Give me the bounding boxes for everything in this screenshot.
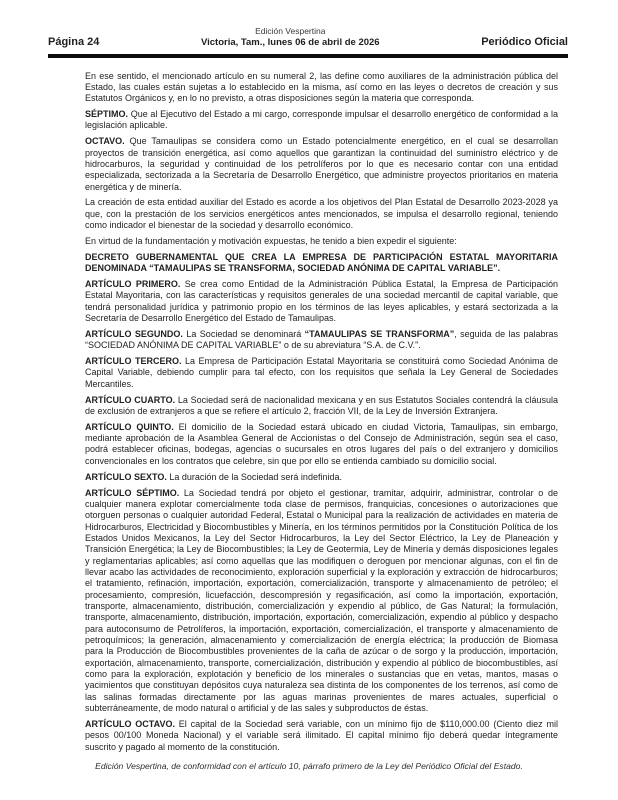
page-footer [0, 761, 618, 771]
masthead: Periódico Oficial [481, 35, 568, 48]
paragraph-text: La Sociedad será de nacionalidad mexicana y en sus Estatutos Sociales contendrá la cláusula de exclusión de extranjeros a que se refiere el artículo 2, fracción VII, de la Ley de Inversión Extranjera. [85, 394, 558, 416]
paragraph-text: La duración de la Sociedad será indefinida. [166, 471, 342, 482]
paragraph-lead: ARTÍCULO OCTAVO. [85, 718, 175, 729]
paragraph [85, 252, 558, 275]
paragraph [85, 109, 558, 132]
paragraph-lead: OCTAVO. [85, 136, 125, 147]
paragraph [85, 236, 558, 247]
date-line: Victoria, Tam., lunes 06 de abril de 2026 [200, 36, 380, 48]
paragraph-text: El domicilio de la Sociedad estará ubicado en ciudad Victoria, Tamaulipas, sin embargo, mediante aprobación de la Asamblea General de Accionistas o del Consejo de Administración, según sea el caso, podrá establecer oficinas, bodegas, agencias o sucursales en otros lugares del país o del extranjero y domicilios convencionales en los contratos que celebre, sin que por ello se entienda cambiado su domicilio social. [85, 421, 558, 466]
paragraph-lead: ARTÍCULO QUINTO. [85, 421, 174, 432]
paragraph-lead: SÉPTIMO. [85, 109, 129, 120]
paragraph-text: Que al Ejecutivo del Estado a mi cargo, corresponde impulsar el desarrollo energético de conformidad a la legislación aplicable. [85, 109, 558, 131]
page-number: Página 24 [48, 35, 100, 48]
paragraph [85, 719, 558, 753]
paragraph-text: La Empresa de Participación Estatal Mayoritaria se constituirá como Sociedad Anónima de Capital Variable, debiendo cumplir para tal efecto, con los requisitos que señala la Ley General de Sociedades Mercantiles. [85, 356, 558, 389]
paragraph-lead: ARTÍCULO SEXTO. [85, 471, 167, 482]
paragraph [85, 422, 558, 467]
paragraph-text: El capital de la Sociedad será variable, con un mínimo fijo de $110,000.00 (Ciento diez mil pesos 00/100 Moneda Nacional) y el variable será ilimitado. El capital mínimo fijo deberá quedar íntegramente suscrito y pagado al momento de la constitución. [85, 718, 558, 752]
footer-note: Edición Vespertina, de conformidad con el artículo 10, párrafo primero de la Ley del Periódico Oficial del Estado. [95, 761, 523, 771]
paragraph-lead: ARTÍCULO TERCERO. [85, 356, 182, 367]
paragraph-lead: ARTÍCULO PRIMERO. [85, 279, 181, 289]
paragraph [85, 329, 558, 352]
paragraph-text: En virtud de la fundamentación y motivación expuestas, he tenido a bien expedir el siguiente: [85, 235, 457, 246]
header-center-block [99, 26, 481, 49]
paragraph [85, 197, 558, 231]
paragraph-text: Se crea como Entidad de la Administración Pública Estatal, la Empresa de Participación Estatal Mayoritaria, con las características y requisitos generales de una sociedad mercantil de capital variable, que tendrá personalidad jurídica y patrimonio propio en los términos de las leyes aplicables, y estará sectorizada a la Secretaría de Desarrollo Energético del Estado de Tamaulipas. [85, 279, 559, 324]
paragraph-lead: DECRETO GUBERNAMENTAL QUE CREA LA EMPRESA DE PARTICIPACIÓN ESTATAL MAYORITARIA DENOMINADA “TAMAULIPAS SE TRANSFORMA, SOCIEDAD ANÓNIMA DE CAPITAL VARIABLE”. [85, 251, 558, 274]
paragraph-text: En ese sentido, el mencionado artículo en su numeral 2, las define como auxiliares de la administración pública del Estado, las cuales están sujetas a lo establecido en la misma, así como en las leyes o decretos de creación y sus Estatutos Orgánicos y, en lo no previsto, a otras disposiciones según la materia que corresponda. [85, 70, 558, 104]
paragraph [85, 71, 558, 105]
paragraph [85, 488, 558, 715]
paragraph-text: La Sociedad se denominará [182, 328, 305, 339]
page-header [48, 26, 568, 58]
paragraph-text: La creación de esta entidad auxiliar del Estado es acorde a los objetivos del Plan Estatal de Desarrollo 2023-2028 ya que, con la prestación de los servicios energéticos antes mencionados, se impulsa el desarrollo regional, teniendo como indicador el bienestar de la sociedad y desarrollo económico. [85, 197, 558, 231]
paragraph-lead: ARTÍCULO SÉPTIMO. [85, 487, 180, 498]
paragraph [85, 136, 558, 193]
paragraph [85, 395, 558, 418]
edition-label: Edición Vespertina [255, 26, 326, 36]
paragraph-lead: ARTÍCULO SEGUNDO. [85, 328, 183, 339]
paragraph-text: La Sociedad tendrá por objeto el gestionar, tramitar, adquirir, administrar, controlar o de cualquier manera explotar comercialmente toda clase de permisos, franquicias, concesiones o autorizaciones que otorguen personas o cualquier autoridad Federal, Estatal o Municipal para la realización de actividades en materia de Hidrocarburos, Electricidad y Biocombustibles y Minería, en los términos permitidos por la Constitución Política de los Estados Unidos Mexicanos, la Ley del Sector Hidrocarburos, la Ley del Sector Eléctrico, la Ley de Planeación y Transición Energética; la Ley de Biocombustibles; la Ley de Geotermia, Ley de Minería y demás disposiciones legales y reglamentarias aplicables; así como aquellas que las modifiquen o deroguen por mencionar algunas, con el fin de llevar acabo las actividades de reconocimiento, exploración superficial y la exploración y extracción de hidrocarburos; el tratamiento, refinación, importación, exportación, comercialización, transporte y almacenamiento de petróleo; el procesamiento, compresión, licuefacción, descompresión y regasificación, así como la importación, exportación, transporte, almacenamiento, distribución, comercialización y expendio al público, de Gas Natural; la formulación, transporte, almacenamiento, distribución, importación, exportación, comercialización, expendio al público y despacho para autoconsumo de Petrolíferos, la importación, exportación, comercialización, el transporte y almacenamiento de petroquímicos; la generación, almacenamiento y comercialización de energía eléctrica; la producción de Biomasa para la Producción de Biocombustibles provenientes de la caña de azúcar o de sorgo y la producción, importación, exportación, almacenamiento, transporte, comercialización, distribución y expendio al público de biocombustibles, así como para la exploración, explotación y beneficio de los minerales o sustancias que en vetas, mantos, masas o yacimientos que constituyan depósitos cuya naturaleza sea distinta de los componentes de los terrenos, así como de las salinas formadas directamente por las aguas marinas provenientes de mares actuales, superficial o subterráneamente, de modo natural o artificial y de las sales y subproductos de éstas. [85, 487, 559, 714]
paragraph [85, 279, 558, 324]
paragraph-text: Que Tamaulipas se considera como un Estado potencialmente energético, en el cual se desarrollan proyectos de transición energética, así como aquellos que garantizan la continuidad del suministro eléctrico y de hidrocarburos, la seguridad y continuidad de los petrolíferos por lo que es necesario contar con una entidad especializada, sectorizada a la Secretaría de Desarrollo Energético, que administre proyectos prioritarios en materia energética y de minería. [85, 136, 558, 192]
paragraph [85, 472, 558, 483]
paragraph-lead: “TAMAULIPAS SE TRANSFORMA” [304, 328, 455, 339]
paragraph-lead: ARTÍCULO CUARTO. [85, 394, 176, 405]
paragraph [85, 356, 558, 390]
document-body [85, 71, 558, 753]
paragraph-text: , seguida de las palabras “SOCIEDAD ANÓNIMA DE CAPITAL VARIABLE” o de su abreviatura “S.A. de C.V.”. [85, 328, 558, 351]
